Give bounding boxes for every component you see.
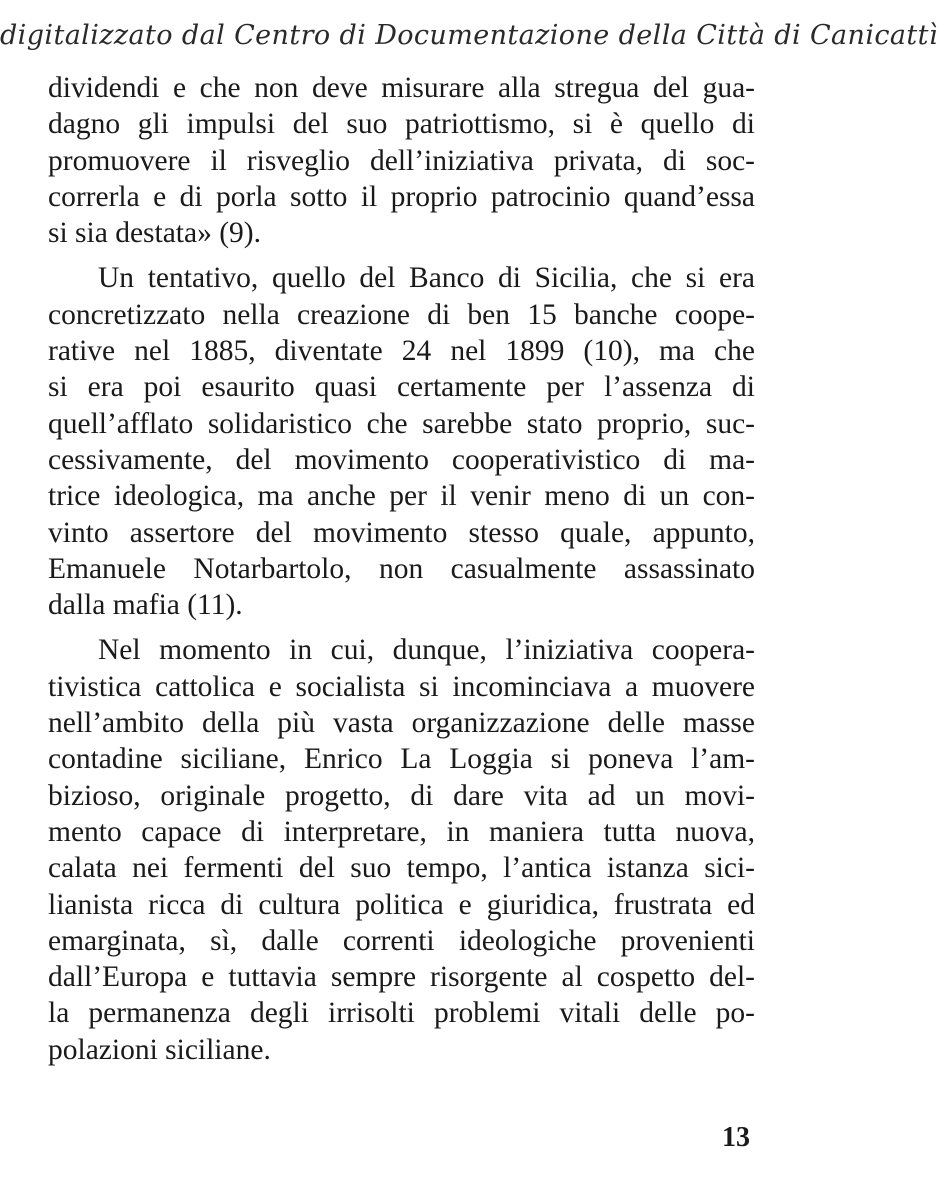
text-line: lianista ricca di cultura politica e giuridica, frustrata ed — [48, 888, 755, 921]
text-line: dividendi e che non deve misurare alla stregua del gua- — [48, 72, 755, 104]
text-line: Nel momento in cui, dunque, l’iniziativa coopera- — [98, 634, 755, 667]
paragraph — [48, 260, 755, 623]
text-line: vinto assertore del movimento stesso quale, appunto, — [48, 516, 755, 549]
text-line: la permanenza degli irrisolti problemi vitali delle po- — [48, 997, 755, 1030]
text-line: si era poi esaurito quasi certamente per l’assenza di — [48, 371, 755, 404]
digitization-watermark: digitalizzato dal Centro di Documentazione della Città di Canicattì — [0, 20, 938, 51]
text-line: quell’afflato solidaristico che sarebbe stato proprio, suc- — [48, 407, 755, 440]
text-line: Un tentativo, quello del Banco di Sicilia, che si era — [98, 262, 755, 295]
text-line: contadine siciliane, Enrico La Loggia si poneva l’am- — [48, 743, 755, 776]
text-line: nell’ambito della più vasta organizzazione delle masse — [48, 707, 755, 740]
text-line: mento capace di interpretare, in maniera tutta nuova, — [48, 815, 755, 848]
text-line: dall’Europa e tuttavia sempre risorgente al cospetto del- — [48, 961, 755, 994]
text-line: bizioso, originale progetto, di dare vita ad un movi- — [48, 779, 755, 812]
text-line: emarginata, sì, dalle correnti ideologiche provenienti — [48, 924, 755, 957]
page-body-text — [48, 70, 755, 1068]
page-number: 13 — [722, 1122, 750, 1153]
text-line: correrla e di porla sotto il proprio patrocinio quand’essa — [48, 180, 755, 213]
text-line: tivistica cattolica e socialista si incominciava a muovere — [48, 670, 755, 703]
text-line: dalla mafia (11). — [48, 589, 243, 622]
paragraph — [48, 632, 755, 1068]
paragraph-gap — [48, 623, 755, 632]
paragraph — [48, 70, 755, 251]
text-line: rative nel 1885, diventate 24 nel 1899 (10), ma che — [48, 335, 755, 368]
text-line: concretizzato nella creazione di ben 15 banche coope- — [48, 298, 755, 331]
text-line: cessivamente, del movimento cooperativistico di ma- — [48, 443, 755, 476]
text-line: polazioni siciliane. — [48, 1033, 271, 1066]
text-line: Emanuele Notarbartolo, non casualmente assassinato — [48, 552, 755, 585]
paragraph-gap — [48, 251, 755, 260]
text-line: dagno gli impulsi del suo patriottismo, si è quello di — [48, 108, 755, 141]
text-line: trice ideologica, ma anche per il venir meno di un con- — [48, 480, 755, 513]
text-line: si sia destata» (9). — [48, 217, 261, 250]
text-line: calata nei fermenti del suo tempo, l’antica istanza sici- — [48, 852, 755, 885]
text-line: promuovere il risveglio dell’iniziativa privata, di soc- — [48, 144, 755, 177]
